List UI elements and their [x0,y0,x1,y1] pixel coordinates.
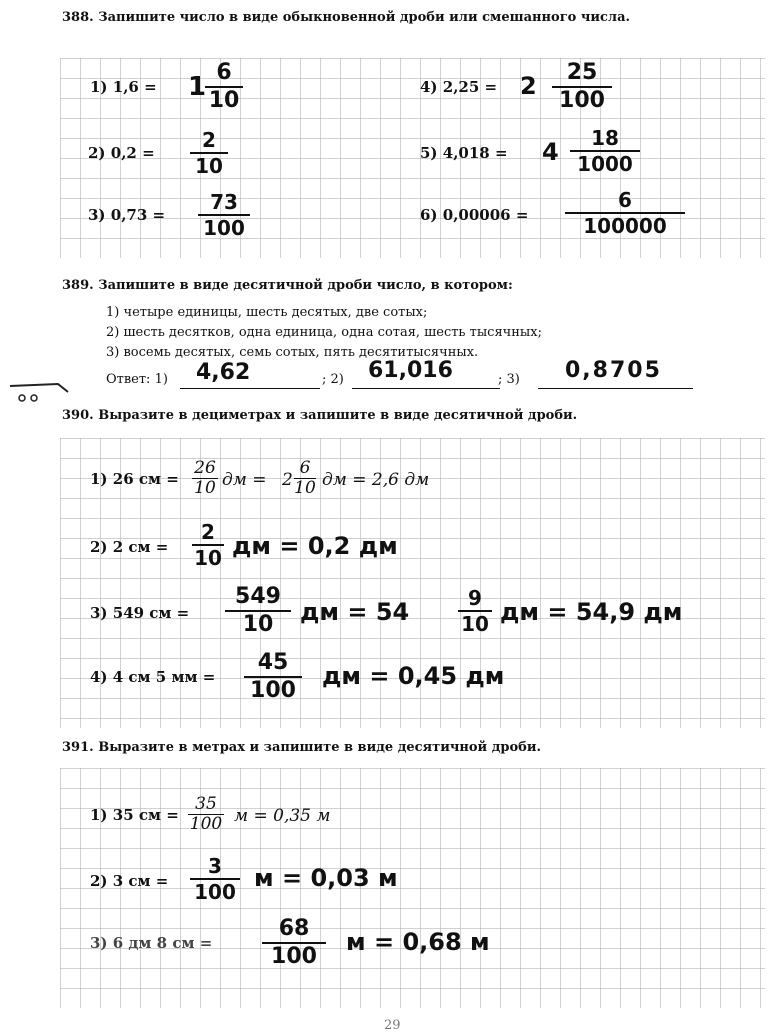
ex390-2-label: 2) 2 см = [90,538,169,556]
ex388-6-label: 6) 0,00006 = [420,206,529,224]
item-389-1: 1) четыре единицы, шесть десятых, две сотых; [106,305,428,320]
task-389-title [62,278,513,293]
ex391-3-fraction: 68 100 [262,918,326,968]
ex388-4-fraction: 25 100 [552,62,612,112]
answer-sep-3: ; 3) [498,372,520,387]
ex391-1-rest: м = 0,35 м [234,806,331,826]
task-text: Запишите число в виде обыкновенной дроби или смешанного числа. [98,10,631,25]
ex390-3-fraction: 549 10 [225,586,291,636]
task-number: 389. [62,278,94,293]
answer-1: 4,62 [196,360,251,385]
ex390-3-frac2: 9 10 [458,588,492,634]
ex391-3-label: 3) 6 дм 8 см = [90,934,213,952]
task-390-title [62,408,577,423]
ex391-2-rest: м = 0,03 м [254,864,398,892]
task-text: Выразите в метрах и запишите в виде десятичной дроби. [98,740,541,755]
ex390-2-rest: дм = 0,2 дм [232,532,398,560]
ex391-1-fraction: 35 100 [189,794,223,834]
ex388-5-label: 5) 4,018 = [420,144,508,162]
item-389-2: 2) шесть десятков, одна единица, одна сотая, шесть тысячных; [106,325,542,340]
ex390-1-unit1: дм = [222,470,267,490]
ex391-2-fraction: 3 100 [190,856,240,902]
answer-3: 0,8705 [565,358,662,383]
answer-3-line [538,388,693,389]
ex390-1-label: 1) 26 см = [90,470,179,488]
ex388-1-fraction: 6 10 [205,62,243,112]
ex388-5-whole: 4 [542,138,559,166]
task-number: 391. [62,740,94,755]
ex390-4-rest: дм = 0,45 дм [322,662,505,690]
task-text: Выразите в дециметрах и запишите в виде десятичной дроби. [98,408,578,423]
answer-2-line [352,388,500,389]
ex391-1-label: 1) 35 см = [90,806,179,824]
ex390-3-rest: дм = 54,9 дм [500,598,683,626]
task-391-title [62,740,541,755]
ex388-2-label: 2) 0,2 = [88,144,155,162]
ex390-3-label: 3) 549 см = [90,604,190,622]
ex390-2-fraction: 2 10 [192,522,224,568]
task-388-title [62,10,630,25]
task-text: Запишите в виде десятичной дроби число, в котором: [98,278,513,293]
ex391-2-label: 2) 3 см = [90,872,169,890]
task-number: 388. [62,10,94,25]
ex388-3-fraction: 73 100 [198,192,250,238]
answer-2: 61,016 [368,358,453,383]
answer-sep-2: ; 2) [322,372,344,387]
ex388-1-label: 1) 1,6 = [90,78,157,96]
ex391-3-rest: м = 0,68 м [346,928,490,956]
ex388-4-whole: 2 [520,72,537,100]
ex388-2-fraction: 2 10 [190,130,228,176]
page-number: 29 [384,1018,401,1033]
ex388-4-label: 4) 2,25 = [420,78,498,96]
answer-label: Ответ: 1) [106,372,168,387]
ex390-1-frac1: 26 10 [192,460,218,497]
ex388-5-fraction: 18 1000 [570,128,640,174]
ex390-3-mid: дм = 54 [300,598,410,626]
ex390-1-whole: 2 [282,470,293,490]
margin-mark [8,378,78,412]
ex390-1-rest: дм = 2,6 дм [322,470,430,490]
answer-1-line [180,388,320,389]
ex388-1-whole: 1 [188,72,207,102]
task-number: 390. [62,408,94,423]
item-389-3: 3) восемь десятых, семь сотых, пять десятитысячных. [106,345,479,360]
ex390-4-fraction: 45 100 [244,652,302,702]
ex388-6-fraction: 6 100000 [565,190,685,236]
ex390-4-label: 4) 4 см 5 мм = [90,668,216,686]
ex388-3-label: 3) 0,73 = [88,206,166,224]
ex390-1-frac2: 6 10 [294,458,316,498]
